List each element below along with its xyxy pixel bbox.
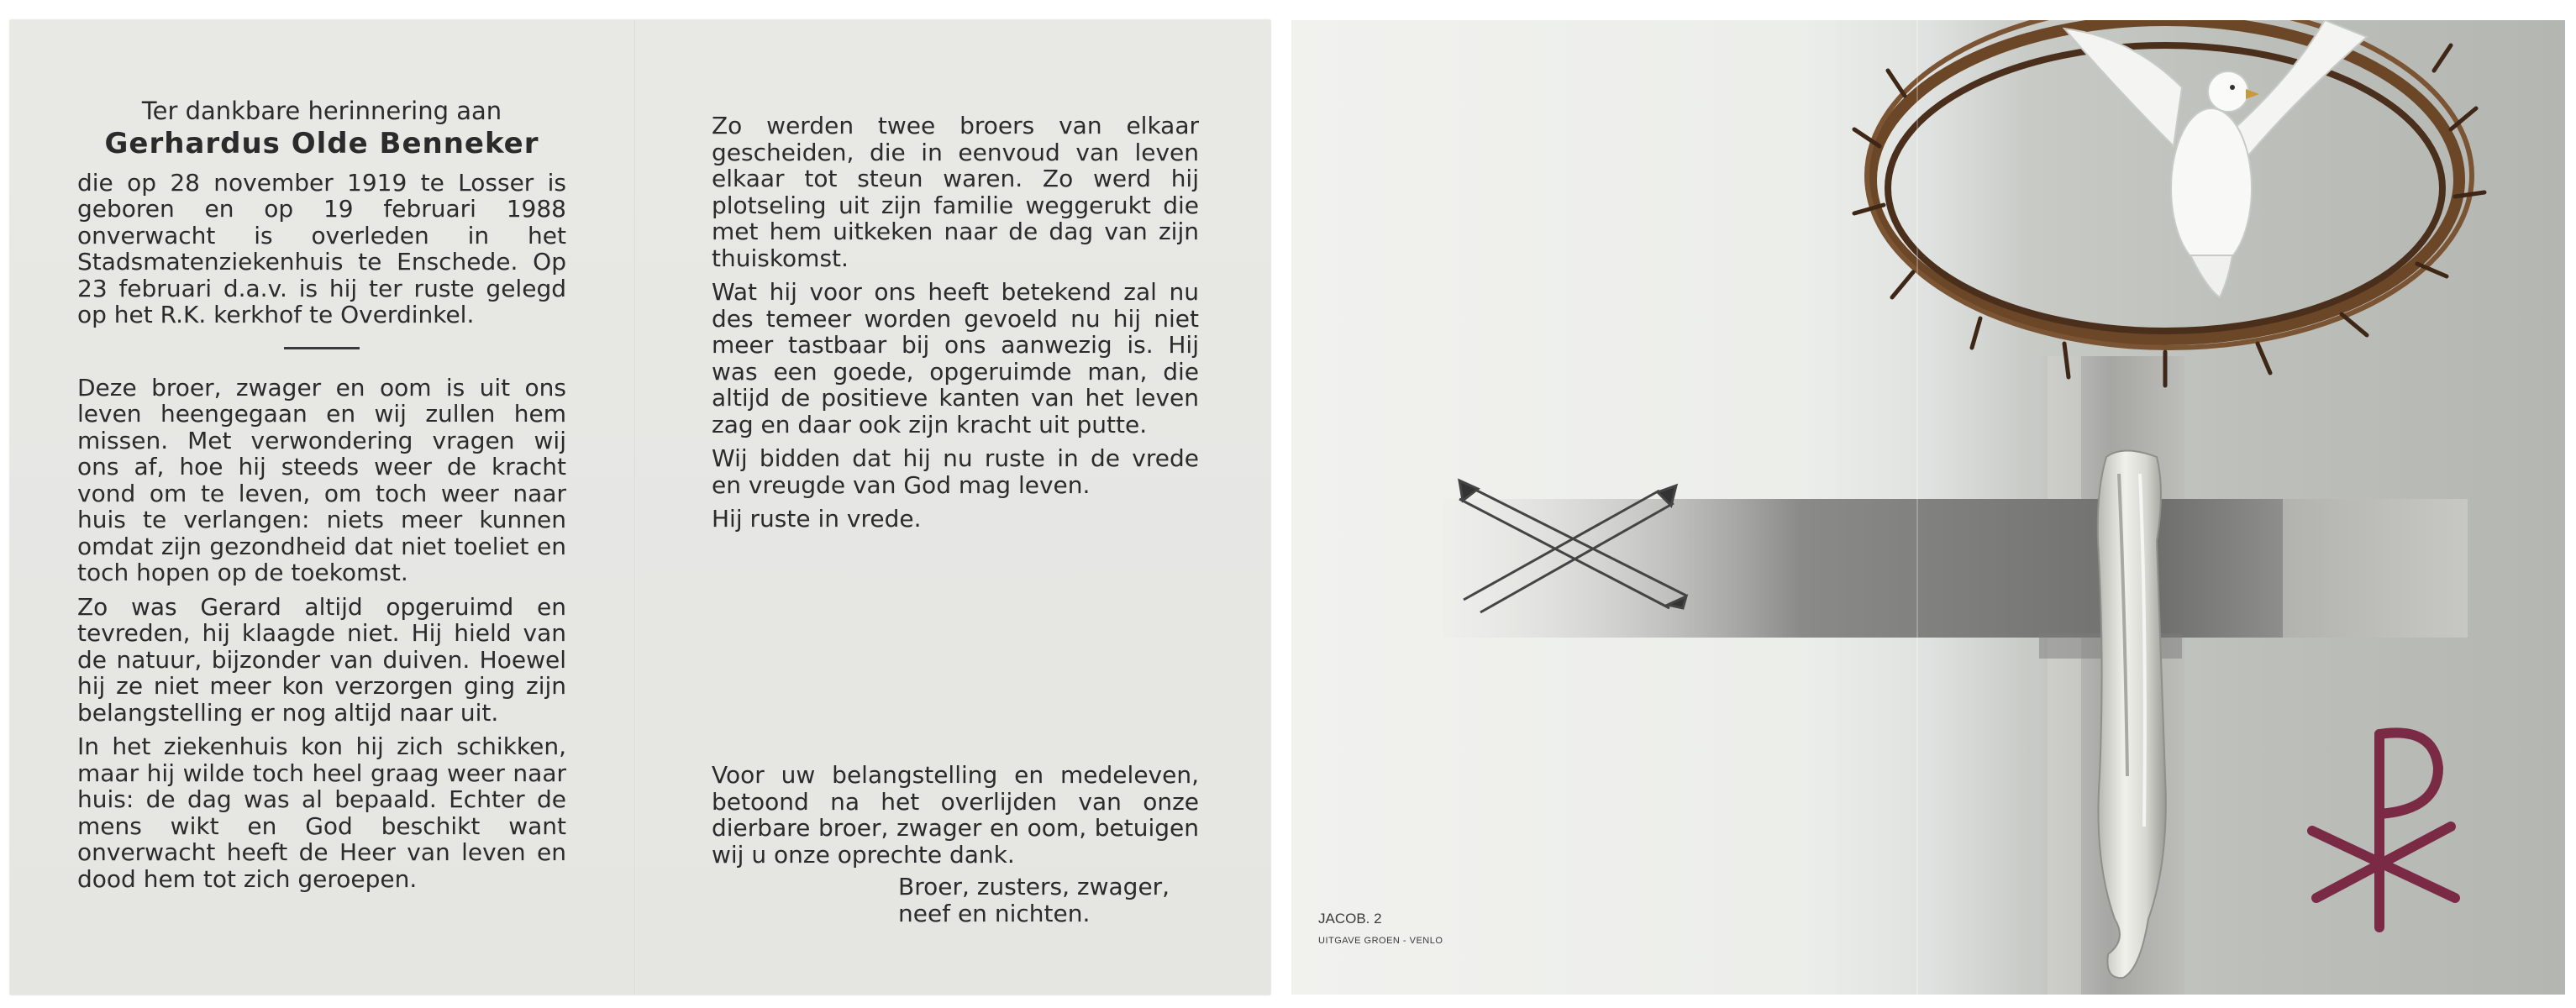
biography-paragraph: Wij bidden dat hij nu ruste in de vrede en vreugde van God mag leven. [712,444,1199,499]
publisher-credit: UITGAVE GROEN - VENLO [1318,936,1443,946]
intro-label: Ter dankbare herinnering aan [141,97,502,125]
text-column-left [77,94,566,900]
card-fold-line [634,20,636,995]
signature-line: neef en nichten. [898,899,1091,927]
artwork-caption: JACOB. 2 [1318,911,1382,927]
dove-icon [2064,20,2367,297]
biography-paragraph: Zo was Gerard altijd opgeruimd en tevreden, hij klaagde niet. Hij hield van de natuur, bijzonder van duiven. Hoewel hij ze niet meer kon verzorgen ging zijn belangstelling er nog altijd naar uit. [77,592,566,727]
card-fold-line [1916,20,1918,995]
memorial-picture-card [1291,20,2565,995]
biography-paragraph: Deze broer, zwager en oom is uit ons leven heengegaan en wij zullen hem missen. Met verwondering vragen wij ons af, hoe hij steeds weer de kracht vond om te leven, om toch weer naar huis te verlangen: niets meer kunnen omdat zijn gezondheid dat niet toeliet en toch hopen op de toekomst. [77,373,566,586]
biography-paragraph: die op 28 november 1919 te Losser is geboren en op 19 februari 1988 onverwacht is overleden in het Stadsmatenziekenhuis te Enschede. Op 23 februari d.a.v. is hij ter ruste gelegd op het R.K. kerkhof te Overdinkel. [77,168,566,328]
signature-block [898,874,1170,927]
separator-rule [284,347,360,349]
text-column-right [712,113,1199,540]
closing-line: Hij ruste in vrede. [712,505,922,533]
memorial-text-card [10,20,1270,995]
chi-rho-icon [2312,732,2455,927]
biography-paragraph: In het ziekenhuis kon hij zich schikken, maar hij wilde toch heel graag weer naar huis: de dag was al bepaald. Echter de mens wikt en God beschikt want onverwacht heeft de Heer van leven en dood hem tot zich geroepen. [77,732,566,893]
deceased-name: Gerhardus Olde Benneker [104,127,539,160]
biography-paragraph: Wat hij voor ons heeft betekend zal nu des temeer worden gevoeld nu hij niet meer tastbaar bij ons aanwezig is. Hij was een goede, opgeruimde man, die altijd de positieve kanten van het leven zag en daar ook zijn kracht uit putte. [712,278,1199,438]
thanks-block [712,762,1199,868]
signature-line: Broer, zusters, zwager, [898,873,1170,900]
thanks-paragraph: Voor uw belangstelling en medeleven, betoond na het overlijden van onze dierbare broer, zwager en oom, betuigen wij u onze oprechte dank. [712,761,1199,869]
biography-paragraph: Zo werden twee broers van elkaar gescheiden, die in eenvoud van leven elkaar tot steun waren. Zo werd hij plotseling uit zijn familie weggerukt die met hem uitkeken naar de dag van zijn thuiskomst. [712,112,1199,272]
religious-artwork [1291,20,2565,995]
